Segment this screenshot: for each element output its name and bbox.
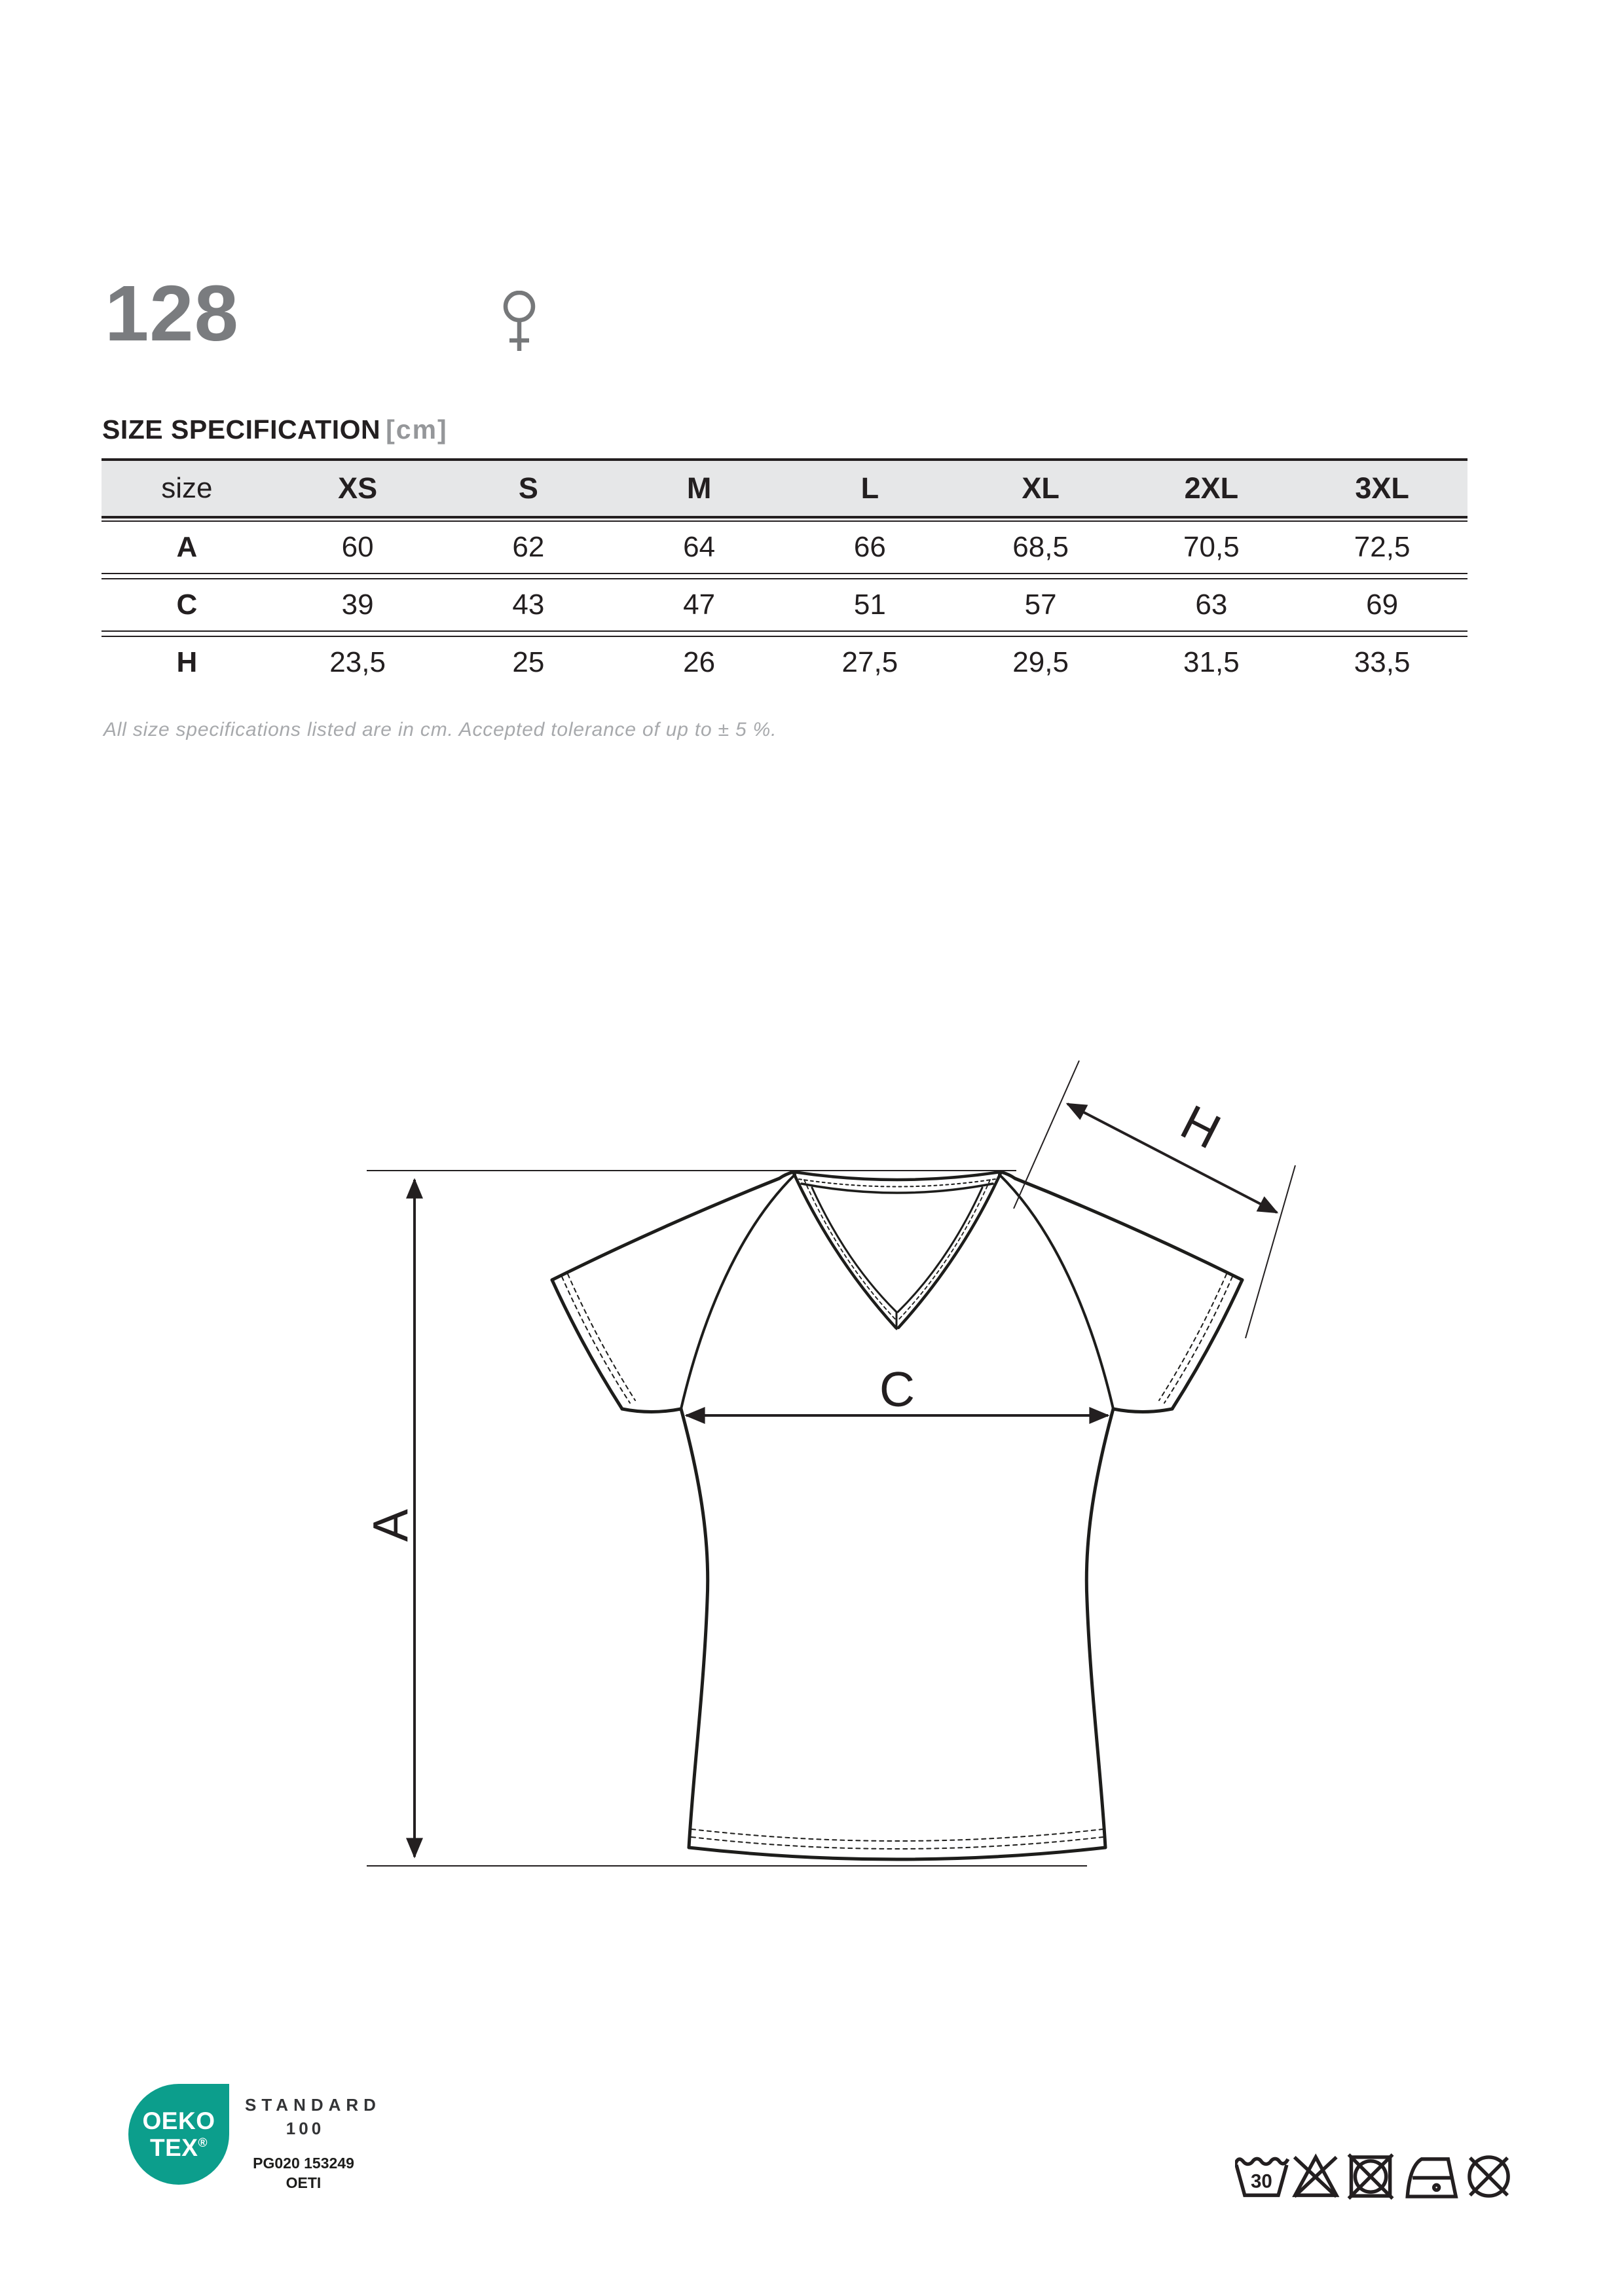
dimension-c-label: C (879, 1362, 915, 1417)
table-row-h (101, 637, 1467, 688)
col-header-l: L (860, 471, 879, 505)
row-label: A (176, 531, 198, 563)
col-header-2xl: 2XL (1184, 471, 1239, 505)
dimension-a (363, 1171, 1087, 1866)
col-header-3xl: 3XL (1355, 471, 1409, 505)
dimension-h (1014, 1061, 1295, 1338)
dimension-h-label: H (1172, 1094, 1230, 1159)
table-cell: 72,5 (1354, 531, 1411, 563)
table-row-c (101, 579, 1467, 630)
table-cell: 60 (341, 531, 374, 563)
col-header-m: M (686, 471, 712, 505)
table-cell: 23,5 (329, 646, 386, 678)
table-row-a (101, 522, 1467, 573)
size-table (101, 458, 1467, 688)
heading-text: SIZE SPECIFICATION (102, 414, 381, 445)
do-not-bleach-icon (1295, 2157, 1337, 2196)
row-label: C (176, 589, 198, 621)
row-label: H (176, 646, 198, 678)
female-icon (499, 291, 540, 356)
col-header-size: size (161, 472, 213, 504)
wash-30-icon (1235, 2159, 1288, 2195)
product-code: 128 (105, 268, 239, 357)
table-cell: 66 (853, 531, 886, 563)
oekotex-logo-line1: OEKO (142, 2107, 215, 2134)
table-cell: 31,5 (1183, 646, 1240, 678)
table-cell: 27,5 (841, 646, 898, 678)
license-number: PG020 153249 (253, 2155, 354, 2172)
table-cell: 25 (512, 646, 545, 678)
col-header-xl: XL (1022, 471, 1060, 505)
tshirt-outline (552, 1172, 1242, 1859)
table-cell: 70,5 (1183, 531, 1240, 563)
row-divider (101, 630, 1467, 637)
registered-mark: ® (198, 2136, 208, 2150)
table-cell: 26 (683, 646, 716, 678)
dimension-a-label: A (363, 1508, 418, 1542)
do-not-tumble-dry-icon (1349, 2155, 1393, 2198)
table-header-row (101, 458, 1467, 519)
table-cell: 64 (683, 531, 716, 563)
table-cell: 69 (1366, 589, 1399, 621)
table-cell: 57 (1024, 589, 1057, 621)
page-title (102, 415, 448, 444)
standard-word: STANDARD (245, 2095, 381, 2115)
tolerance-note: All size specifications listed are in cm. Accepted tolerance of up to ± 5 %. (103, 719, 777, 740)
standard-number: 100 (286, 2119, 325, 2138)
institute-code: OETI (286, 2174, 322, 2191)
heading-unit: [cm] (386, 414, 448, 445)
wash-temp-label: 30 (1250, 2170, 1272, 2193)
care-symbols (1235, 2151, 1513, 2203)
table-cell: 47 (683, 589, 716, 621)
col-header-xs: XS (338, 471, 378, 505)
oekotex-text-block (240, 2095, 381, 2192)
iron-low-icon (1407, 2159, 1456, 2196)
table-cell: 33,5 (1354, 646, 1411, 678)
col-header-s: S (518, 471, 538, 505)
oekotex-logo-line2: TEX® (150, 2134, 208, 2161)
table-cell: 68,5 (1012, 531, 1069, 563)
table-cell: 43 (512, 589, 545, 621)
table-cell: 29,5 (1012, 646, 1069, 678)
tshirt-diagram (327, 1034, 1349, 1912)
table-cell: 51 (853, 589, 886, 621)
table-cell: 63 (1195, 589, 1228, 621)
do-not-dry-clean-icon (1469, 2157, 1508, 2196)
oekotex-logo (128, 2084, 229, 2185)
row-divider (101, 573, 1467, 579)
table-cell: 39 (341, 589, 374, 621)
dimension-c (686, 1362, 1108, 1417)
table-cell: 62 (512, 531, 545, 563)
